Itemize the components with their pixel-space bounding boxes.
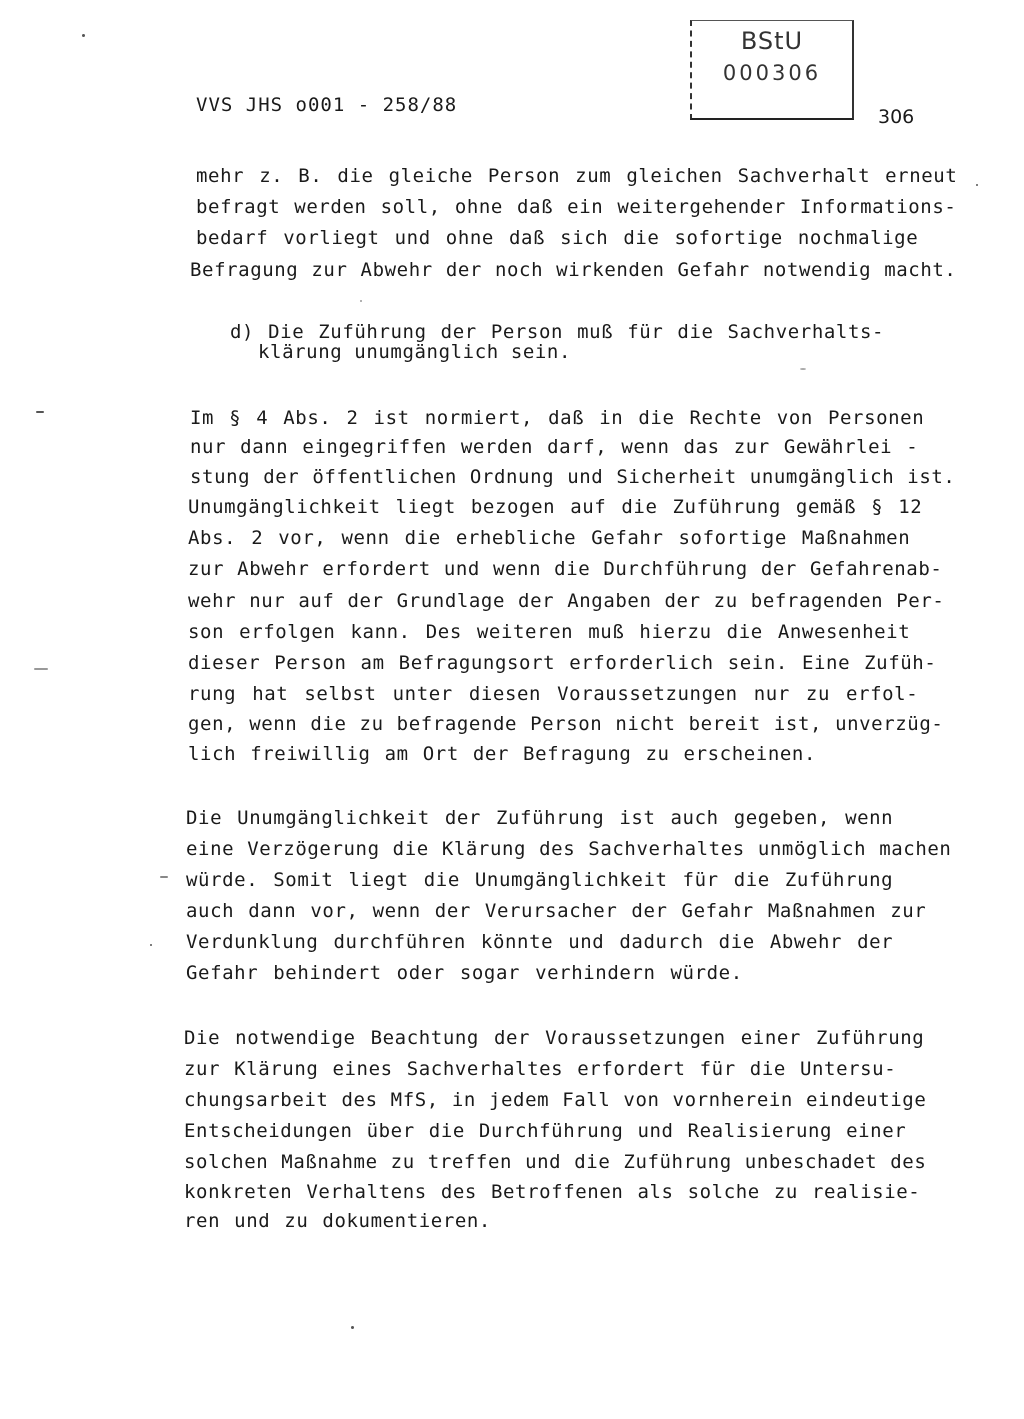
text-line: lich freiwillig am Ort der Befragung zu erscheinen. [188,743,816,765]
text-line: konkreten Verhaltens des Betroffenen als solche zu realisie- [184,1181,921,1203]
text-line: rung hat selbst unter diesen Voraussetzungen nur zu erfol- [188,683,919,705]
text-line: dieser Person am Befragungsort erforderlich sein. Eine Zufüh- [188,652,937,674]
text-line: son erfolgen kann. Des weiteren muß hierzu die Anwesenheit [188,621,911,643]
text-line: Befragung zur Abwehr der noch wirkenden Gefahr notwendig macht. [190,259,957,281]
document-reference: VVS JHS o001 - 258/88 [196,94,458,116]
page-number: 306 [878,106,915,128]
scan-speck [351,1326,354,1329]
scan-speck [36,411,44,413]
text-line: d) Die Zuführung der Person muß für die Sachverhalts- [230,321,885,343]
scan-speck [360,300,362,302]
scan-speck [150,944,152,946]
text-line: auch dann vor, wenn der Verursacher der Gefahr Maßnahmen zur [186,900,927,922]
text-line: mehr z. B. die gleiche Person zum gleichen Sachverhalt erneut [196,165,958,187]
scan-speck [160,876,168,878]
text-line: zur Abwehr erfordert und wenn die Durchführung der Gefahrenab- [188,558,943,580]
scan-speck [34,668,48,670]
text-line: zur Klärung eines Sachverhaltes erfordert für die Untersu- [184,1058,897,1080]
text-line: würde. Somit liegt die Unumgänglichkeit für die Zuführung [186,869,894,891]
scan-speck [800,368,806,370]
stamp-title: BStU [740,27,804,55]
text-line: Abs. 2 vor, wenn die erhebliche Gefahr sofortige Maßnahmen [188,527,911,549]
text-line: wehr nur auf der Grundlage der Angaben der zu befragenden Per- [188,590,945,612]
text-line: Unumgänglichkeit liegt bezogen auf die Zuführung gemäß § 12 [188,496,923,518]
text-line: Gefahr behindert oder sogar verhindern würde. [186,962,743,984]
text-line: bedarf vorliegt und ohne daß sich die sofortige nochmalige [196,227,919,249]
text-line: Die notwendige Beachtung der Voraussetzungen einer Zuführung [184,1027,925,1049]
text-line: eine Verzögerung die Klärung des Sachverhaltes unmöglich machen [186,838,952,860]
text-line: Verdunklung durchführen könnte und dadurch die Abwehr der [186,931,894,953]
text-line: nur dann eingegriffen werden darf, wenn das zur Gewährlei - [190,436,919,458]
text-line: Die Unumgänglichkeit der Zuführung ist auch gegeben, wenn [186,807,894,829]
stamp-number: 000306 [722,61,822,85]
text-line: Entscheidungen über die Durchführung und Realisierung einer [184,1120,907,1142]
text-line: befragt werden soll, ohne daß ein weitergehender Informations- [196,196,957,218]
text-line: chungsarbeit des MfS, in jedem Fall von vornherein eindeutige [184,1089,927,1111]
text-line: ren und zu dokumentieren. [184,1210,491,1232]
text-line: stung der öffentlichen Ordnung und Sicherheit unumgänglich ist. [190,466,956,488]
scan-speck [976,184,978,186]
text-line: solchen Maßnahme zu treffen und die Zuführung unbeschadet des [184,1151,927,1173]
scan-speck [82,34,85,37]
text-line: Im § 4 Abs. 2 ist normiert, daß in die Rechte von Personen [190,407,925,429]
text-line: klärung unumgänglich sein. [258,341,572,363]
archive-stamp [690,20,854,120]
text-line: gen, wenn die zu befragende Person nicht bereit ist, unverzüg- [188,713,944,735]
